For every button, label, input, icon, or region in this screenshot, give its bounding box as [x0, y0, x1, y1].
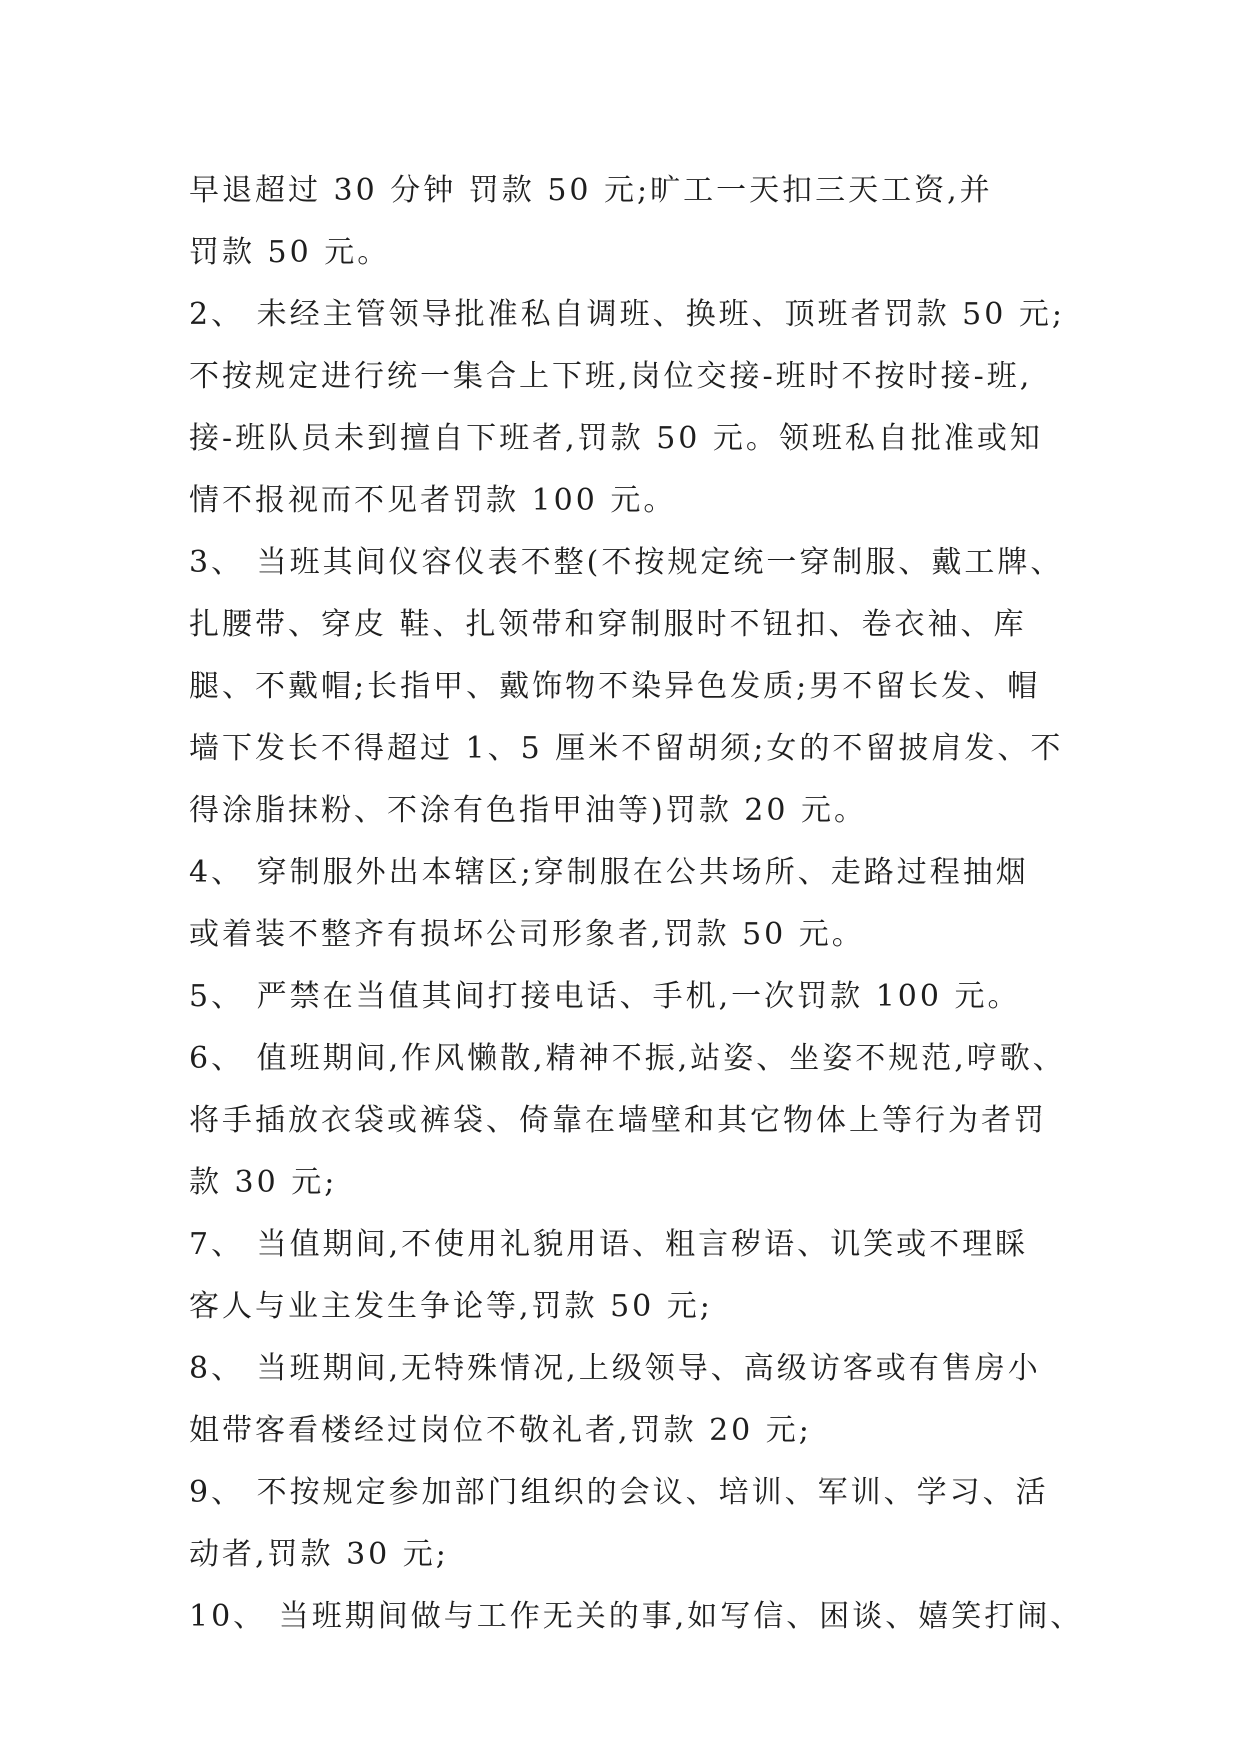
text-line: 5、 严禁在当值其间打接电话、手机,一次罚款 100 元。: [189, 979, 1021, 1014]
text-line: 7、 当值期间,不使用礼貌用语、粗言秽语、讥笑或不理睬: [189, 1227, 1029, 1262]
document-body: [189, 160, 1084, 1648]
text-line: 客人与业主发生争论等,罚款 50 元;: [189, 1289, 713, 1324]
text-line: 10、 当班期间做与工作无关的事,如写信、困谈、嬉笑打闹、: [189, 1599, 1084, 1634]
text-line: 款 30 元;: [189, 1165, 338, 1200]
text-line: 9、 不按规定参加部门组织的会议、培训、军训、学习、活: [189, 1475, 1049, 1510]
text-line: 腿、不戴帽;长指甲、戴饰物不染异色发质;男不留长发、帽: [189, 669, 1041, 704]
text-line: 姐带客看楼经过岗位不敬礼者,罚款 20 元;: [189, 1413, 812, 1448]
text-line: 不按规定进行统一集合上下班,岗位交接-班时不按时接-班,: [189, 359, 1033, 394]
text-line: 扎腰带、穿皮 鞋、扎领带和穿制服时不钮扣、卷衣袖、库: [189, 607, 1027, 642]
text-line: 墙下发长不得超过 1、5 厘米不留胡须;女的不留披肩发、不: [189, 731, 1064, 766]
text-line: 早退超过 30 分钟 罚款 50 元;旷工一天扣三天工资,并: [189, 173, 993, 208]
text-line: 或着装不整齐有损坏公司形象者,罚款 50 元。: [189, 917, 865, 952]
text-line: 3、 当班其间仪容仪表不整(不按规定统一穿制服、戴工牌、: [189, 545, 1064, 580]
text-line: 接-班队员未到擅自下班者,罚款 50 元。领班私自批准或知: [189, 421, 1043, 456]
text-line: 8、 当班期间,无特殊情况,上级领导、高级访客或有售房小: [189, 1351, 1041, 1386]
text-line: 2、 未经主管领导批准私自调班、换班、顶班者罚款 50 元;: [189, 297, 1065, 332]
text-line: 将手插放衣袋或裤袋、倚靠在墙壁和其它物体上等行为者罚: [189, 1103, 1047, 1138]
text-line: 4、 穿制服外出本辖区;穿制服在公共场所、走路过程抽烟: [189, 855, 1029, 890]
text-line: 得涂脂抹粉、不涂有色指甲油等)罚款 20 元。: [189, 793, 867, 828]
text-line: 动者,罚款 30 元;: [189, 1537, 449, 1572]
text-line: 罚款 50 元。: [189, 235, 391, 270]
text-line: 情不报视而不见者罚款 100 元。: [189, 483, 677, 518]
text-line: 6、 值班期间,作风懒散,精神不振,站姿、坐姿不规范,哼歌、: [189, 1041, 1066, 1076]
